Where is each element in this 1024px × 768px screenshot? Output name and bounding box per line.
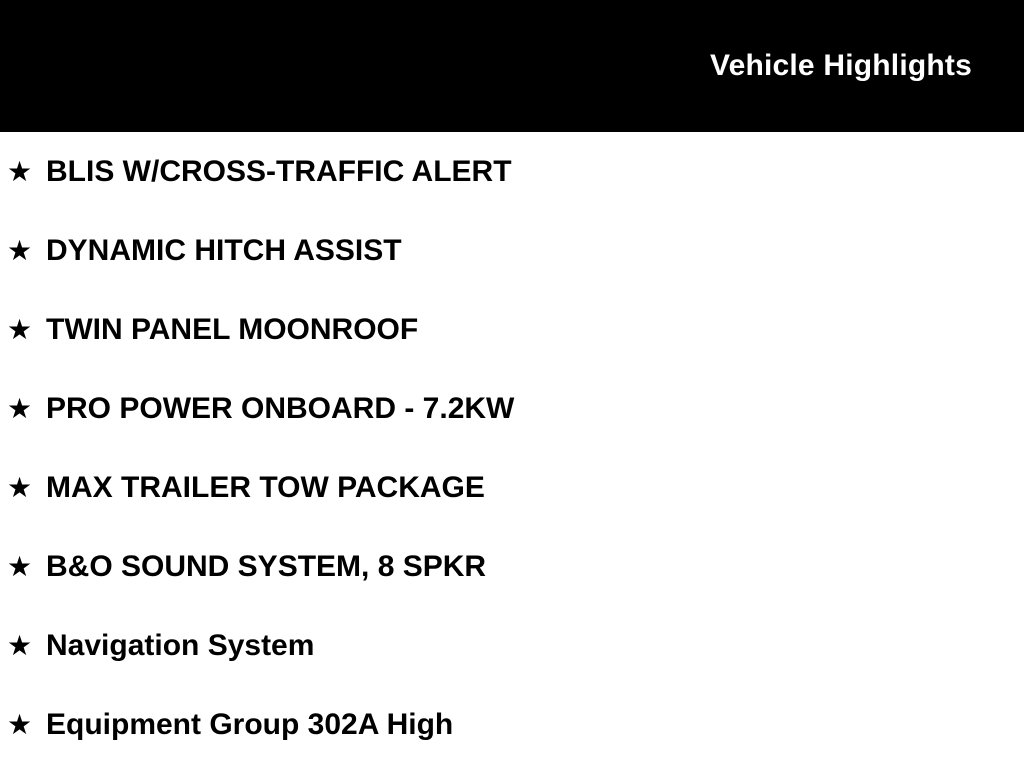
star-icon: ★ bbox=[7, 234, 33, 266]
star-icon: ★ bbox=[7, 155, 33, 187]
highlight-label: PRO POWER ONBOARD - 7.2KW bbox=[46, 391, 515, 425]
header-bar bbox=[0, 0, 1024, 132]
list-item bbox=[0, 132, 1024, 211]
list-item bbox=[0, 290, 1024, 369]
highlight-label: TWIN PANEL MOONROOF bbox=[46, 312, 419, 346]
list-item bbox=[0, 369, 1024, 448]
list-item bbox=[0, 685, 1024, 764]
list-item bbox=[0, 448, 1024, 527]
highlight-label: B&O SOUND SYSTEM, 8 SPKR bbox=[46, 549, 487, 583]
list-item bbox=[0, 527, 1024, 606]
star-icon: ★ bbox=[7, 550, 33, 582]
star-icon: ★ bbox=[7, 708, 33, 740]
star-icon: ★ bbox=[7, 392, 33, 424]
list-item bbox=[0, 606, 1024, 685]
page-title: Vehicle Highlights bbox=[710, 49, 972, 82]
highlight-label: Equipment Group 302A High bbox=[46, 707, 454, 741]
star-icon: ★ bbox=[7, 629, 33, 661]
highlights-list bbox=[0, 132, 1024, 764]
highlight-label: BLIS W/CROSS-TRAFFIC ALERT bbox=[46, 154, 512, 188]
highlight-label: DYNAMIC HITCH ASSIST bbox=[46, 233, 402, 267]
highlight-label: MAX TRAILER TOW PACKAGE bbox=[46, 470, 485, 504]
star-icon: ★ bbox=[7, 471, 33, 503]
list-item bbox=[0, 211, 1024, 290]
star-icon: ★ bbox=[7, 313, 33, 345]
highlight-label: Navigation System bbox=[46, 628, 315, 662]
